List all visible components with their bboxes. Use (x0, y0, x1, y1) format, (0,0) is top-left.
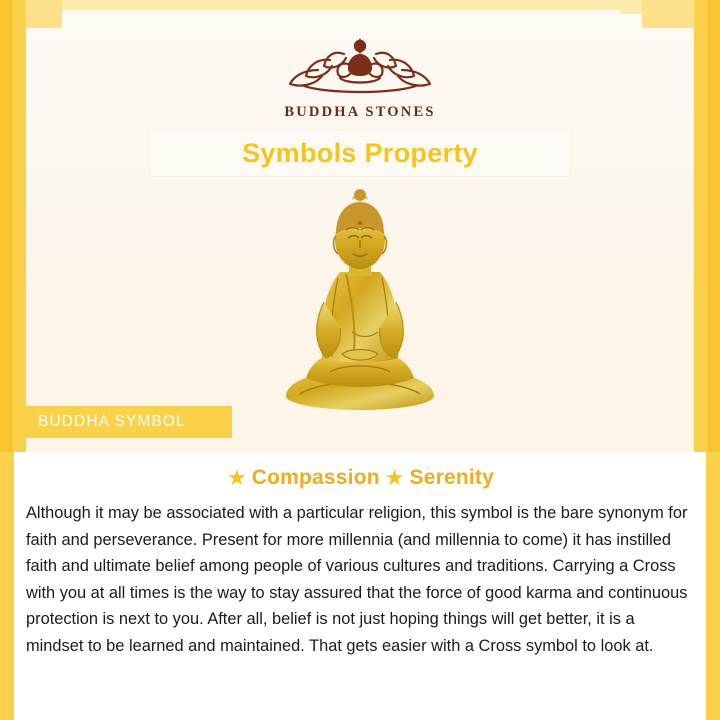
page-title-banner (150, 130, 570, 176)
brand-name: BUDDHA STONES (284, 104, 436, 120)
star-icon: ★ (227, 465, 247, 490)
seated-buddha-icon (260, 182, 460, 430)
lotus-meditation-icon (274, 24, 446, 96)
description-paragraph: Although it may be associated with a particular religion, this symbol is the bare synonym for faith and perseverance. Present for more millennia (and millennia to come) it has instilled faith and ultimate belief among people of various cultures and traditions. Carrying a Cross with you at all times is the way to stay assured that the force of good karma and continuous protection is next to you. After all, belief is not just hoping things will get better, it is a mindset to be learned and maintained. That gets easier with a Cross symbol to look at. (26, 504, 688, 655)
star-icon: ★ (384, 465, 405, 490)
brand-logo (0, 24, 720, 121)
page-title: Symbols Property (242, 137, 478, 168)
keyword-serenity: Serenity (409, 466, 494, 489)
bottom-left-accent-band (0, 452, 14, 720)
status-badge (14, 406, 232, 438)
corner-decoration-top-right-secondary (620, 0, 642, 14)
buddha-illustration (0, 182, 720, 432)
keyword-compassion: Compassion (251, 466, 380, 489)
symbol-tag-label: BUDDHA SYMBOL (38, 413, 186, 430)
keyword-row (0, 466, 720, 490)
bottom-right-accent-band (706, 452, 720, 720)
top-strip-decoration (62, 0, 620, 10)
